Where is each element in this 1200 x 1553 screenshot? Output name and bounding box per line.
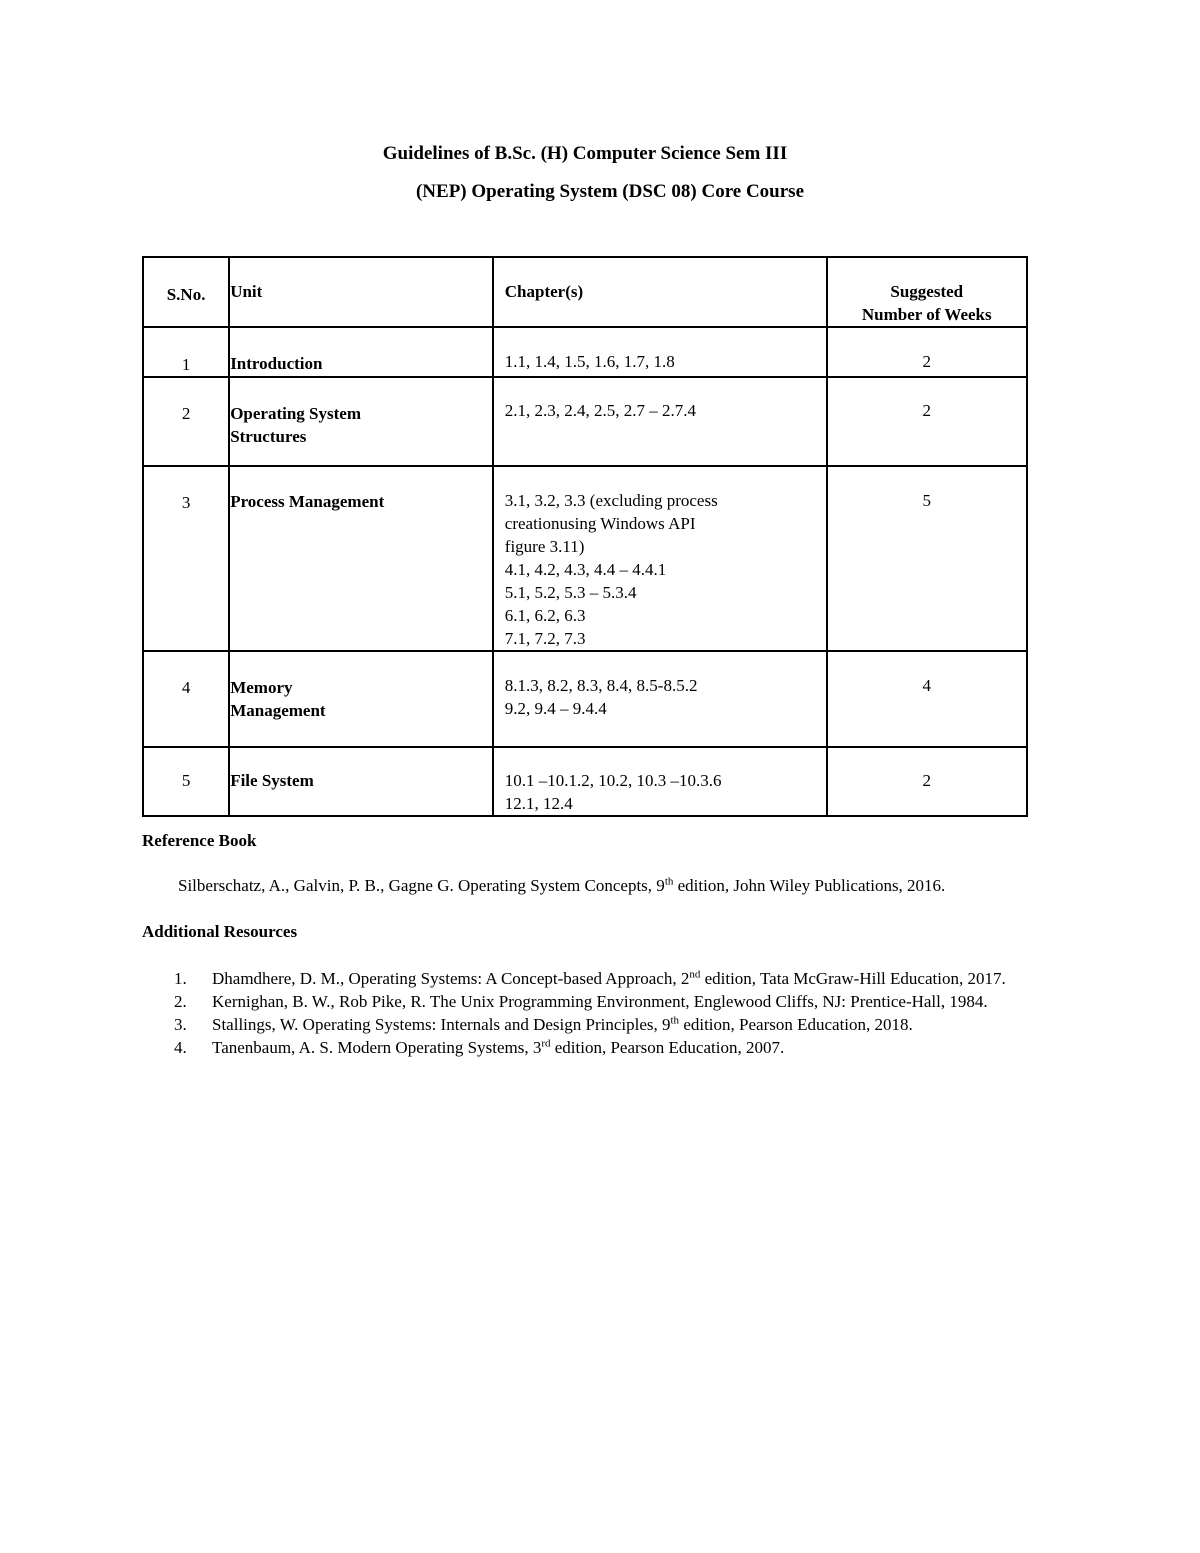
table-row bbox=[143, 466, 1027, 651]
row-weeks: 2 bbox=[827, 747, 1027, 816]
reference-text bbox=[178, 876, 945, 896]
row-sno: 2 bbox=[143, 377, 229, 466]
course-units-table bbox=[142, 256, 1028, 817]
row-weeks: 2 bbox=[827, 377, 1027, 466]
row-chapters-line: 1.1, 1.4, 1.5, 1.6, 1.7, 1.8 bbox=[504, 352, 675, 371]
row-chapters-line: 5.1, 5.2, 5.3 – 5.3.4 bbox=[504, 583, 637, 602]
list-item-text-tail: edition, Pearson Education, 2007. bbox=[550, 1038, 785, 1057]
row-chapters-line: 6.1, 6.2, 6.3 bbox=[504, 606, 586, 625]
header-sno: S.No. bbox=[143, 257, 229, 327]
list-item bbox=[142, 967, 1082, 990]
list-item bbox=[142, 1013, 1082, 1036]
header-chapters: Chapter(s) bbox=[493, 257, 827, 327]
row-unit-line: Structures bbox=[230, 427, 307, 446]
list-item-number: 1. bbox=[174, 969, 187, 988]
page-title-line-1: Guidelines of B.Sc. (H) Computer Science Sem III bbox=[382, 143, 788, 164]
row-chapters-line: figure 3.11) bbox=[504, 537, 585, 556]
row-unit-line: Memory bbox=[230, 678, 293, 697]
page-title-line-2: (NEP) Operating System (DSC 08) Core Course bbox=[415, 181, 805, 202]
list-item-text-tail: edition, Pearson Education, 2018. bbox=[679, 1015, 913, 1034]
header-weeks-line2: Number of Weeks bbox=[861, 305, 992, 324]
additional-resources-list bbox=[142, 967, 1082, 1059]
header-weeks bbox=[827, 257, 1027, 327]
row-unit-line: Process Management bbox=[230, 492, 385, 511]
list-item-text-tail: edition, Tata McGraw-Hill Education, 2017. bbox=[700, 969, 1006, 988]
row-chapters bbox=[493, 651, 827, 747]
row-unit-line: Operating System bbox=[230, 404, 361, 423]
list-item-text: Tanenbaum, A. S. Modern Operating Systems, 3 bbox=[212, 1038, 542, 1057]
row-chapters-line: 2.1, 2.3, 2.4, 2.5, 2.7 – 2.7.4 bbox=[504, 401, 697, 420]
table-row bbox=[143, 377, 1027, 466]
list-item-text: Stallings, W. Operating Systems: Internals and Design Principles, 9 bbox=[212, 1015, 671, 1034]
list-item-sup: nd bbox=[689, 968, 701, 981]
reference-heading: Reference Book bbox=[142, 831, 257, 850]
row-chapters bbox=[493, 466, 827, 651]
row-unit-line: Management bbox=[230, 701, 326, 720]
list-item-text: Dhamdhere, D. M., Operating Systems: A Concept-based Approach, 2 bbox=[212, 969, 690, 988]
row-chapters bbox=[493, 747, 827, 816]
row-unit bbox=[229, 651, 493, 747]
list-item bbox=[142, 990, 1082, 1013]
table-row bbox=[143, 327, 1027, 377]
row-sno: 5 bbox=[143, 747, 229, 816]
row-sno: 3 bbox=[143, 466, 229, 651]
row-chapters-line: 4.1, 4.2, 4.3, 4.4 – 4.4.1 bbox=[504, 560, 667, 579]
row-chapters-line: creationusing Windows API bbox=[504, 514, 696, 533]
row-unit-line: Introduction bbox=[230, 354, 323, 373]
list-item-number: 2. bbox=[174, 992, 187, 1011]
row-sno: 1 bbox=[143, 327, 229, 377]
header-weeks-line1: Suggested bbox=[890, 282, 964, 301]
list-item bbox=[142, 1036, 1082, 1059]
row-unit bbox=[229, 327, 493, 377]
table-row bbox=[143, 651, 1027, 747]
row-unit bbox=[229, 377, 493, 466]
row-chapters bbox=[493, 377, 827, 466]
row-chapters-line: 12.1, 12.4 bbox=[504, 794, 573, 813]
row-chapters-line: 7.1, 7.2, 7.3 bbox=[504, 629, 586, 648]
row-sno: 4 bbox=[143, 651, 229, 747]
row-chapters-line: 3.1, 3.2, 3.3 (excluding process bbox=[504, 491, 718, 510]
table-header-row bbox=[143, 257, 1027, 327]
row-weeks: 4 bbox=[827, 651, 1027, 747]
table-row bbox=[143, 747, 1027, 816]
list-item-text: Kernighan, B. W., Rob Pike, R. The Unix Programming Environment, Englewood Cliffs, NJ: Prentice-Hall, 1984. bbox=[212, 992, 988, 1011]
row-weeks: 5 bbox=[827, 466, 1027, 651]
row-chapters-line: 9.2, 9.4 – 9.4.4 bbox=[504, 699, 607, 718]
header-unit: Unit bbox=[229, 257, 493, 327]
additional-resources-heading: Additional Resources bbox=[142, 922, 298, 941]
list-item-sup: rd bbox=[541, 1037, 551, 1050]
row-unit bbox=[229, 747, 493, 816]
reference-text-main: Silberschatz, A., Galvin, P. B., Gagne G. Operating System Concepts, 9 bbox=[178, 876, 665, 895]
row-chapters-line: 8.1.3, 8.2, 8.3, 8.4, 8.5-8.5.2 bbox=[504, 676, 698, 695]
row-unit bbox=[229, 466, 493, 651]
list-item-number: 4. bbox=[174, 1038, 187, 1057]
reference-sup: th bbox=[664, 875, 674, 888]
row-chapters bbox=[493, 327, 827, 377]
list-item-number: 3. bbox=[174, 1015, 187, 1034]
reference-text-tail: edition, John Wiley Publications, 2016. bbox=[673, 876, 946, 895]
row-weeks: 2 bbox=[827, 327, 1027, 377]
row-chapters-line: 10.1 –10.1.2, 10.2, 10.3 –10.3.6 bbox=[504, 771, 722, 790]
row-unit-line: File System bbox=[230, 771, 314, 790]
list-item-sup: th bbox=[670, 1014, 680, 1027]
